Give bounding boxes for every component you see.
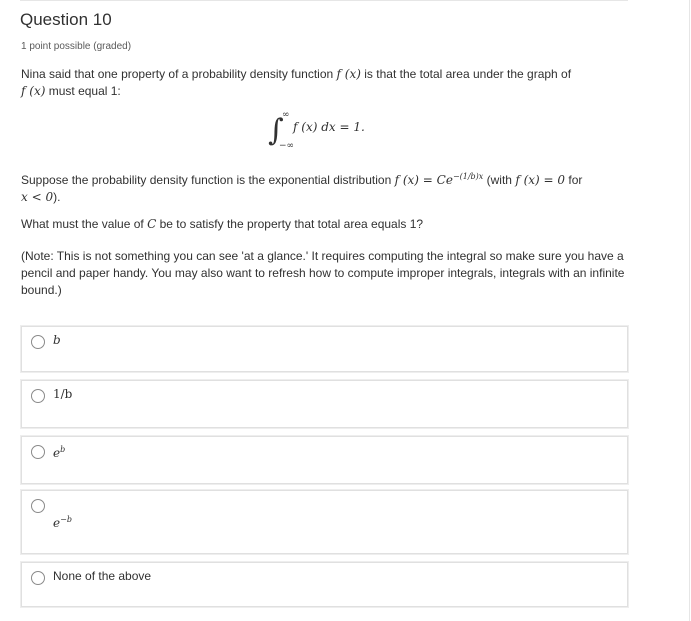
math-fx: f (x) (21, 84, 46, 98)
question-paragraph-2 (21, 168, 631, 206)
math-domain: x < 0 (21, 190, 54, 204)
exponent: −b (60, 515, 72, 524)
option-none[interactable] (21, 562, 628, 607)
option-b[interactable] (21, 326, 628, 372)
radio-button[interactable] (31, 445, 45, 459)
question-paragraph-3 (21, 216, 631, 233)
math-pdf: f (x) = Ce (394, 173, 453, 187)
exponent: b (60, 445, 66, 454)
option-e-b[interactable] (21, 436, 628, 484)
option-label-text: 1/b (53, 387, 73, 401)
text: must equal 1: (45, 84, 121, 98)
option-label: None of the above (53, 569, 152, 583)
option-label (53, 445, 65, 460)
option-label: b (53, 333, 61, 347)
base: e (53, 446, 61, 460)
option-label (53, 387, 72, 401)
integral-sign: ∫ (268, 113, 284, 148)
text: is that the total area under the graph of (360, 67, 572, 81)
text: be to satisfy the property that total area equals 1? (156, 217, 424, 231)
scrollbar-track[interactable] (689, 0, 690, 621)
text: Nina said that one property of a probability density function (21, 67, 337, 81)
math-fx: f (x) (336, 67, 361, 81)
text: for (565, 173, 583, 187)
option-e-minus-b[interactable] (21, 490, 628, 554)
radio-button[interactable] (31, 389, 45, 403)
text: What must the value of (21, 217, 148, 231)
lower-bound: −∞ (279, 141, 295, 151)
text: (with (483, 173, 516, 187)
text: Suppose the probability density function is the exponential distribution (21, 173, 395, 187)
text: ). (53, 190, 61, 204)
base: e (53, 516, 61, 530)
question-paragraph-1 (21, 66, 631, 100)
question-title: Question 10 (20, 10, 112, 29)
radio-button[interactable] (31, 335, 45, 349)
upper-bound: ∞ (282, 110, 290, 120)
top-divider (20, 0, 628, 1)
option-label (53, 515, 72, 530)
question-note: (Note: This is not something you can see 'at a glance.' It requires computing the integral so make sure you have a pencil and paper handy. You may also want to refresh how to compute improper integrals, integrals with an infinite bound.) (21, 249, 625, 297)
radio-button[interactable] (31, 499, 45, 513)
option-1-over-b[interactable] (21, 380, 628, 428)
math-exponent: −(1/b)x (452, 172, 484, 181)
math-condition: f (x) = 0 (515, 173, 566, 187)
points-info: 1 point possible (graded) (21, 41, 132, 52)
math-C: C (147, 217, 157, 231)
integrand: f (x) dx = 1. (293, 120, 365, 134)
integral-equation (268, 112, 468, 152)
radio-button[interactable] (31, 571, 45, 585)
